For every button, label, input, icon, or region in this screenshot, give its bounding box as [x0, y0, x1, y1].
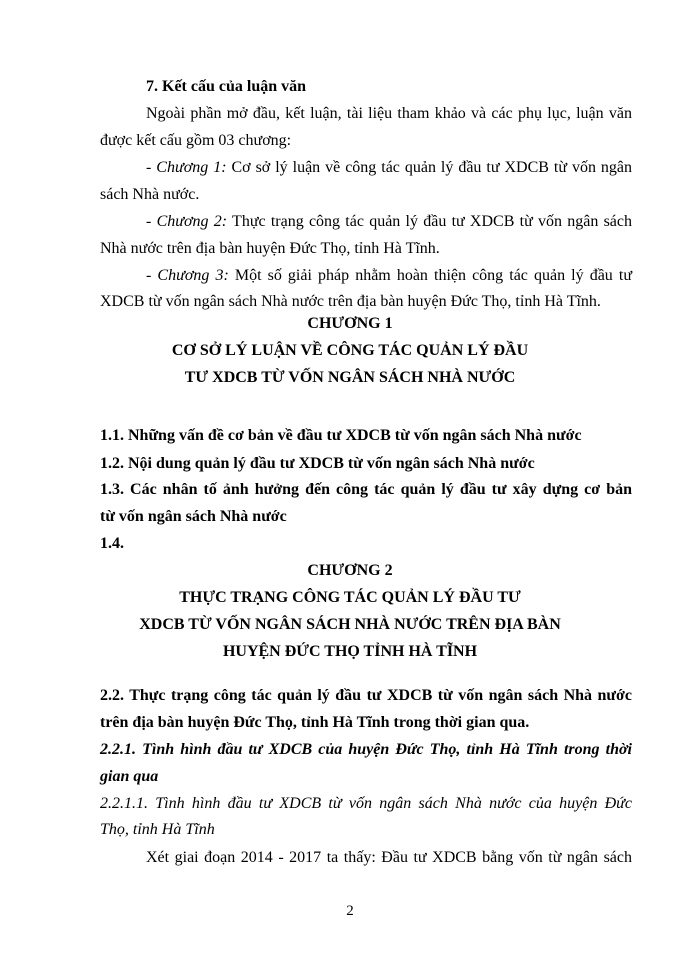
- section-heading: từ vốn ngân sách Nhà nước: [100, 508, 287, 525]
- chapter-title: CƠ SỞ LÝ LUẬN VỀ CÔNG TÁC QUẢN LÝ ĐẦU: [171, 342, 529, 359]
- list-dash: -: [146, 159, 157, 176]
- list-dash: -: [146, 267, 158, 284]
- chapter-summary-text: Cơ sở lý luận về công tác quản lý đầu tư XDCB từ vốn ngân: [226, 159, 633, 176]
- section-heading: trên địa bàn huyện Đức Thọ, tỉnh Hà Tĩnh trong thời gian qua.: [100, 714, 530, 731]
- section-heading: 1.3. Các nhân tố ảnh hưởng đến công tác quản lý đầu tư xây dựng cơ bản: [100, 481, 632, 498]
- subsubsection-heading: 2.2.1.1. Tình hình đầu tư XDCB từ vốn ngân sách Nhà nước của huyện Đức: [100, 795, 632, 812]
- section-heading: 2.2. Thực trạng công tác quản lý đầu tư XDCB từ vốn ngân sách Nhà nước: [100, 687, 632, 704]
- chapter-label: Chương 1:: [156, 159, 227, 176]
- section-heading: 1.1. Những vấn đề cơ bản về đầu tư XDCB từ vốn ngân sách Nhà nước: [100, 427, 582, 444]
- section-heading: 7. Kết cấu của luận văn: [146, 78, 307, 95]
- chapter-summary-text: Một số giải pháp nhằm hoàn thiện công tác quản lý đầu tư: [228, 267, 633, 284]
- page-number: 2: [346, 903, 354, 919]
- chapter-title: XDCB TỪ VỐN NGÂN SÁCH NHÀ NƯỚC TRÊN ĐỊA BÀN: [139, 616, 561, 633]
- subsection-heading: gian qua: [100, 768, 159, 785]
- section-heading: 1.4.: [100, 535, 124, 552]
- chapter-summary-text: Thực trạng công tác quản lý đầu tư XDCB từ vốn ngân sách: [227, 213, 633, 230]
- chapter-title: THỰC TRẠNG CÔNG TÁC QUẢN LÝ ĐẦU TƯ: [179, 589, 521, 606]
- paragraph-line: sách Nhà nước.: [100, 186, 200, 203]
- chapter-label: CHƯƠNG 2: [307, 562, 393, 579]
- paragraph-line: Ngoài phần mở đầu, kết luận, tài liệu tham khảo và các phụ lục, luận văn: [146, 105, 632, 122]
- chapter-summary-line: [146, 158, 632, 178]
- chapter-summary-line: [146, 266, 632, 286]
- subsection-heading: 2.2.1. Tình hình đầu tư XDCB của huyện Đức Thọ, tỉnh Hà Tĩnh trong thời: [100, 741, 632, 758]
- paragraph-line: XDCB từ vốn ngân sách Nhà nước trên địa bàn huyện Đức Thọ, tỉnh Hà Tĩnh.: [100, 293, 601, 310]
- paragraph-line: Nhà nước trên địa bàn huyện Đức Thọ, tỉnh Hà Tĩnh.: [100, 240, 440, 257]
- chapter-summary-line: [146, 212, 632, 232]
- chapter-title: HUYỆN ĐỨC THỌ TỈNH HÀ TĨNH: [222, 643, 478, 660]
- chapter-label: CHƯƠNG 1: [307, 315, 393, 332]
- list-dash: -: [146, 213, 157, 230]
- chapter-label: Chương 2:: [156, 213, 228, 230]
- paragraph-line: Xét giai đoạn 2014 - 2017 ta thấy: Đầu tư XDCB bằng vốn từ ngân sách: [146, 849, 632, 866]
- section-heading: 1.2. Nội dung quản lý đầu tư XDCB từ vốn ngân sách Nhà nước: [100, 455, 535, 472]
- chapter-label: Chương 3:: [157, 267, 229, 284]
- subsubsection-heading: Thọ, tỉnh Hà Tĩnh: [100, 821, 215, 838]
- chapter-title: TƯ XDCB TỪ VỐN NGÂN SÁCH NHÀ NƯỚC: [184, 369, 516, 386]
- paragraph-line: được kết cấu gồm 03 chương:: [100, 132, 292, 149]
